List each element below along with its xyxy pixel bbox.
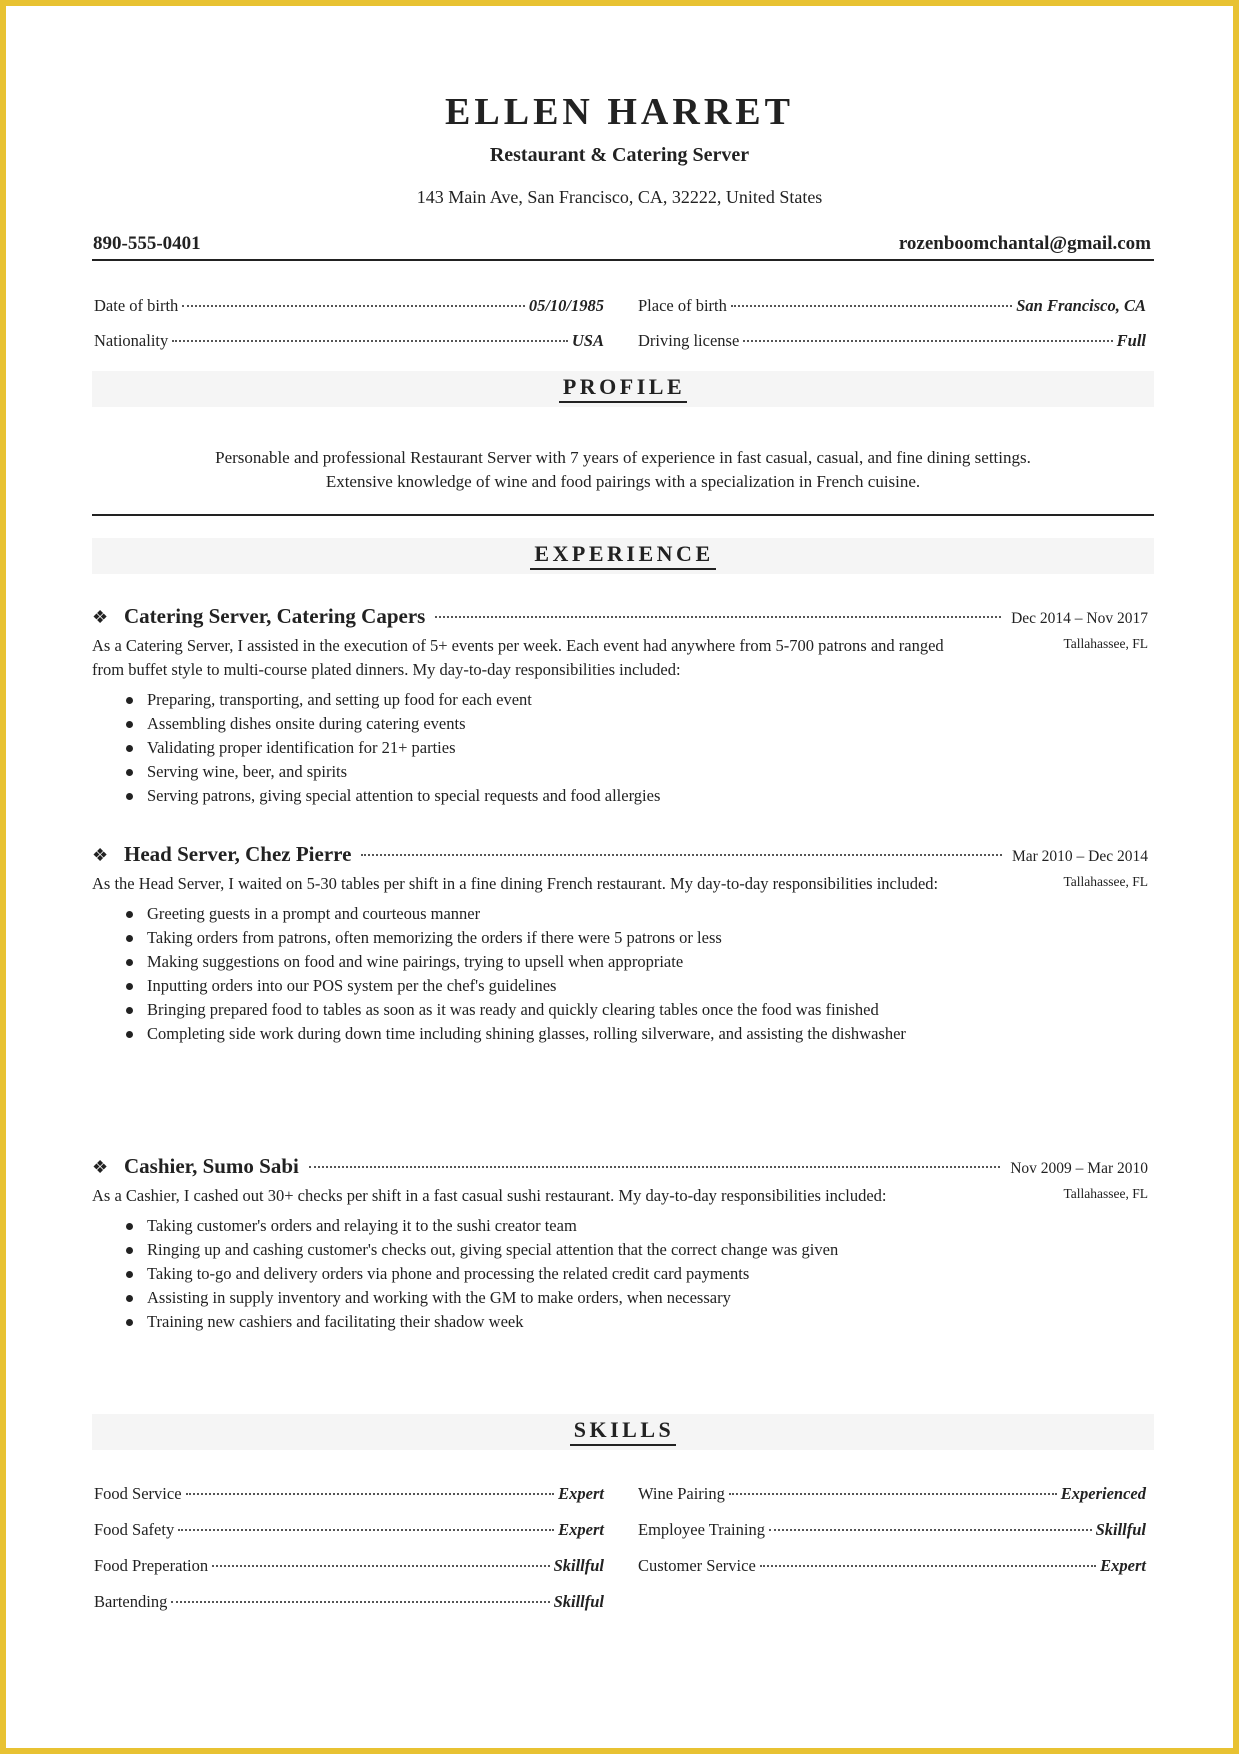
- skill-level: Skillful: [1095, 1520, 1146, 1539]
- profile-section-header: [92, 371, 1154, 407]
- skill-name: Food Preperation: [94, 1556, 209, 1575]
- skill-level: Expert: [1100, 1556, 1146, 1575]
- job-description: As a Catering Server, I assisted in the execution of 5+ events per week. Each event had anywhere from 5-700 patrons and ranged from buffet style to multi-course plated dinners. My day-to-day responsibilities included:: [92, 636, 944, 679]
- leader-dots: [178, 1529, 554, 1531]
- list-item: Serving wine, beer, and spirits: [122, 760, 982, 784]
- skill-row: [94, 1592, 604, 1612]
- leader-dots: [769, 1529, 1092, 1531]
- email-address[interactable]: rozenboomchantal@gmail.com: [898, 233, 1151, 254]
- personal-row-pob: [638, 296, 1146, 316]
- experience-heading: EXPERIENCE: [530, 542, 715, 570]
- dob-value: 05/10/1985: [528, 296, 604, 315]
- skill-level: Skillful: [553, 1592, 604, 1611]
- four-diamond-icon: ❖: [92, 607, 109, 627]
- skill-row: [638, 1484, 1146, 1504]
- list-item: Validating proper identification for 21+ parties: [122, 736, 982, 760]
- leader-dots: [743, 340, 1112, 342]
- leader-dots: [171, 1601, 549, 1603]
- list-item: Assisting in supply inventory and working with the GM to make orders, when necessary: [122, 1286, 982, 1310]
- skill-row: [638, 1556, 1146, 1576]
- leader-dots: [435, 616, 1001, 618]
- leader-dots: [309, 1166, 1000, 1168]
- leader-dots: [731, 305, 1012, 307]
- four-diamond-icon: ❖: [92, 1157, 109, 1177]
- skills-section-header: [92, 1414, 1154, 1450]
- leader-dots: [186, 1493, 555, 1495]
- personal-row-nationality: [94, 331, 604, 351]
- personal-row-license: [638, 331, 1146, 351]
- list-item: Assembling dishes onsite during catering events: [122, 712, 982, 736]
- list-item: Inputting orders into our POS system per the chef's guidelines: [122, 974, 982, 998]
- job-header: [92, 842, 1154, 870]
- job-location: Tallahassee, FL: [1063, 636, 1148, 651]
- profile-line-1: Personable and professional Restaurant Server with 7 years of experience in fast casual, casual, and fine dining settings.: [215, 448, 1031, 467]
- job-dates: Nov 2009 – Mar 2010: [1010, 1160, 1148, 1177]
- dob-label: Date of birth: [94, 296, 179, 315]
- job-description: As the Head Server, I waited on 5-30 tables per shift in a fine dining French restaurant. My day-to-day responsibilities included:: [92, 874, 939, 893]
- leader-dots: [361, 854, 1002, 856]
- job-description: As a Cashier, I cashed out 30+ checks per shift in a fast casual sushi restaurant. My day-to-day responsibilities included:: [92, 1186, 887, 1205]
- skill-level: Expert: [558, 1484, 604, 1503]
- license-value: Full: [1116, 331, 1146, 350]
- skill-name: Food Safety: [94, 1520, 175, 1539]
- job-title: Head Server, Chez Pierre: [124, 842, 352, 866]
- candidate-address: 143 Main Ave, San Francisco, CA, 32222, United States: [416, 187, 823, 207]
- skill-row: [94, 1556, 604, 1576]
- job-header: [92, 604, 1154, 632]
- job-title: Catering Server, Catering Capers: [124, 604, 426, 628]
- list-item: Ringing up and cashing customer's checks out, giving special attention that the correct change was given: [122, 1238, 982, 1262]
- header-divider: [92, 259, 1154, 261]
- leader-dots: [182, 305, 525, 307]
- leader-dots: [760, 1565, 1096, 1567]
- job-responsibilities: [122, 688, 982, 808]
- skill-name: Wine Pairing: [638, 1484, 725, 1503]
- pob-value: San Francisco, CA: [1016, 296, 1146, 315]
- skill-row: [638, 1520, 1146, 1540]
- list-item: Making suggestions on food and wine pairings, trying to upsell when appropriate: [122, 950, 982, 974]
- list-item: Taking orders from patrons, often memorizing the orders if there were 5 patrons or less: [122, 926, 982, 950]
- list-item: Bringing prepared food to tables as soon as it was ready and quickly clearing tables once the food was finished: [122, 998, 982, 1022]
- list-item: Serving patrons, giving special attention to special requests and food allergies: [122, 784, 982, 808]
- skill-level: Expert: [558, 1520, 604, 1539]
- job-location: Tallahassee, FL: [1063, 1186, 1148, 1201]
- candidate-name: ELLEN HARRET: [445, 91, 794, 133]
- list-item: Completing side work during down time including shining glasses, rolling silverware, and assisting the dishwasher: [122, 1022, 982, 1046]
- experience-section-header: [92, 538, 1154, 574]
- resume-page: [6, 6, 1233, 1748]
- job-entry: [92, 604, 1154, 808]
- job-entry: [92, 1154, 1154, 1334]
- job-header: [92, 1154, 1154, 1182]
- list-item: Preparing, transporting, and setting up food for each event: [122, 688, 982, 712]
- nationality-value: USA: [571, 331, 604, 350]
- list-item: Training new cashiers and facilitating their shadow week: [122, 1310, 982, 1334]
- list-item: Taking to-go and delivery orders via phone and processing the related credit card payments: [122, 1262, 982, 1286]
- skill-name: Bartending: [94, 1592, 168, 1611]
- skills-heading: SKILLS: [570, 1418, 677, 1446]
- skill-row: [94, 1520, 604, 1540]
- job-entry: [92, 842, 1154, 1046]
- personal-row-dob: [94, 296, 604, 316]
- skill-level: Experienced: [1060, 1484, 1146, 1503]
- skill-row: [94, 1484, 604, 1504]
- profile-summary: [92, 446, 1154, 494]
- candidate-title: Restaurant & Catering Server: [489, 144, 750, 166]
- profile-heading: PROFILE: [559, 375, 687, 403]
- skill-name: Food Service: [94, 1484, 182, 1503]
- list-item: Taking customer's orders and relaying it to the sushi creator team: [122, 1214, 982, 1238]
- list-item: Greeting guests in a prompt and courteous manner: [122, 902, 982, 926]
- skill-name: Employee Training: [638, 1520, 765, 1539]
- job-title: Cashier, Sumo Sabi: [124, 1154, 299, 1178]
- leader-dots: [729, 1493, 1057, 1495]
- license-label: Driving license: [638, 331, 740, 350]
- profile-divider: [92, 514, 1154, 516]
- job-dates: Mar 2010 – Dec 2014: [1011, 848, 1148, 865]
- four-diamond-icon: ❖: [92, 845, 109, 865]
- skill-name: Customer Service: [638, 1556, 756, 1575]
- nationality-label: Nationality: [94, 331, 169, 350]
- phone-number: 890-555-0401: [93, 233, 201, 254]
- job-dates: Dec 2014 – Nov 2017: [1011, 610, 1148, 627]
- leader-dots: [172, 340, 568, 342]
- skill-level: Skillful: [553, 1556, 604, 1575]
- job-responsibilities: [122, 902, 982, 1046]
- profile-line-2: Extensive knowledge of wine and food pairings with a specialization in French cuisine.: [325, 472, 921, 491]
- pob-label: Place of birth: [638, 296, 727, 315]
- job-responsibilities: [122, 1214, 982, 1334]
- leader-dots: [212, 1565, 549, 1567]
- job-location: Tallahassee, FL: [1063, 874, 1148, 889]
